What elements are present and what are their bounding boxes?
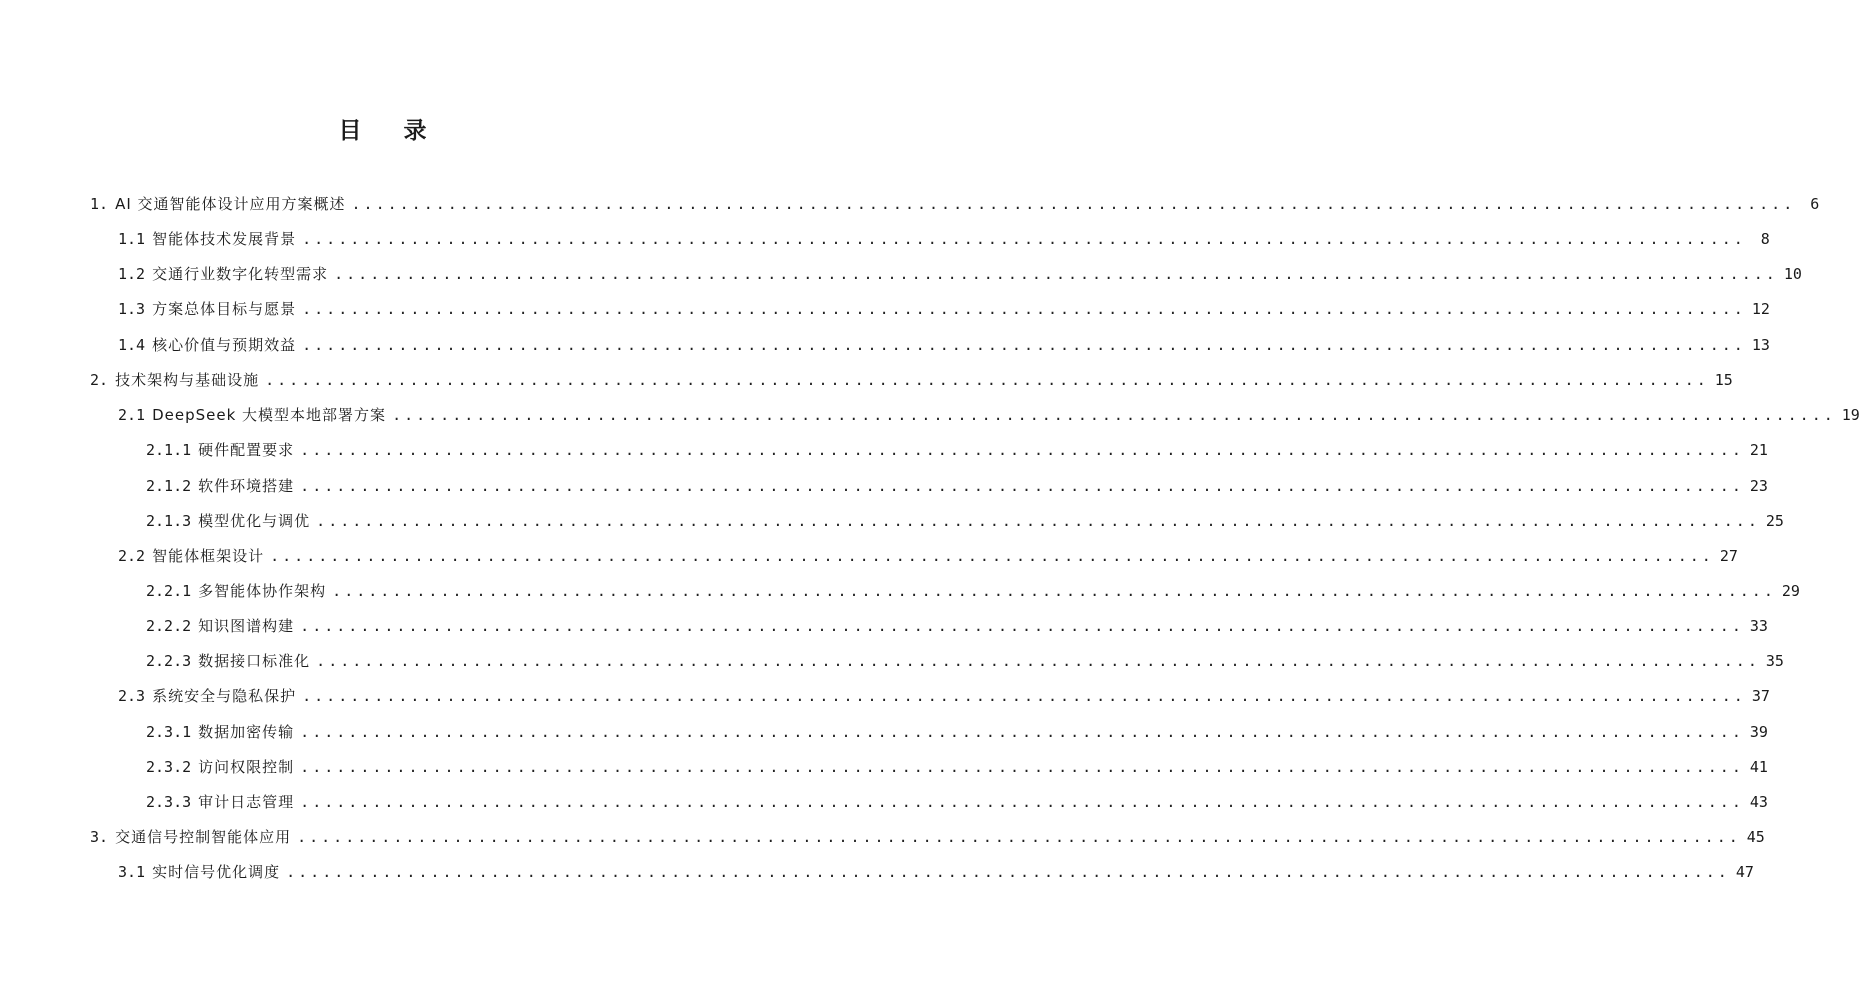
- toc-leader-dots: ........................................................................................................................: [300, 477, 1744, 495]
- toc-entry-page: 15: [1714, 371, 1733, 389]
- toc-entry-number: 3.: [90, 828, 109, 846]
- toc-entry-title: 审计日志管理: [198, 793, 295, 811]
- toc-entry-title: 技术架构与基础设施: [115, 371, 260, 389]
- toc-entry-page: 37: [1751, 687, 1770, 705]
- toc-entry-number: 2.1.3: [146, 512, 192, 530]
- toc-entry[interactable]: [146, 580, 1800, 602]
- toc-entry-page: 33: [1749, 617, 1768, 635]
- toc-entry[interactable]: [118, 861, 1754, 883]
- toc-leader-dots: ........................................................................................................................: [297, 828, 1741, 846]
- toc-entry-title: 软件环境搭建: [198, 477, 295, 495]
- toc-leader-dots: ........................................................................................................................: [300, 441, 1744, 459]
- toc-entry-number: 2.3.1: [146, 723, 192, 741]
- toc-leader-dots: ........................................................................................................................: [300, 758, 1744, 776]
- toc-entry[interactable]: [146, 615, 1768, 637]
- toc-entry-title: 核心价值与预期效益: [152, 336, 297, 354]
- toc-entry[interactable]: [146, 510, 1784, 532]
- toc-leader-dots: ........................................................................................................................: [270, 547, 1714, 565]
- toc-leader-dots: ........................................................................................................................: [392, 406, 1836, 424]
- page-title: [0, 112, 765, 145]
- toc-entry-number: 1.3: [118, 300, 146, 318]
- toc-leader-dots: ........................................................................................................................: [316, 652, 1760, 670]
- toc-leader-dots: ........................................................................................................................: [302, 230, 1746, 248]
- toc-entry[interactable]: [118, 228, 1770, 250]
- toc-entry-page: 12: [1751, 300, 1770, 318]
- toc-leader-dots: ........................................................................................................................: [265, 371, 1709, 389]
- toc-leader-dots: ........................................................................................................................: [286, 863, 1730, 881]
- toc-entry-title: 多智能体协作架构: [198, 582, 327, 600]
- toc-entry-page: 27: [1719, 547, 1738, 565]
- toc-entry-number: 2.2.1: [146, 582, 192, 600]
- toc-entry[interactable]: [118, 685, 1770, 707]
- toc-entry[interactable]: [146, 475, 1768, 497]
- toc-leader-dots: ........................................................................................................................: [300, 793, 1744, 811]
- toc-entry-page: 10: [1783, 265, 1802, 283]
- toc-entry-number: 2.3.2: [146, 758, 192, 776]
- toc-entry-title: AI 交通智能体设计应用方案概述: [115, 195, 346, 213]
- toc-leader-dots: ........................................................................................................................: [302, 300, 1746, 318]
- toc-entry[interactable]: [118, 298, 1770, 320]
- toc-entry-page: 25: [1765, 512, 1784, 530]
- toc-entry-page: 21: [1749, 441, 1768, 459]
- toc-entry[interactable]: [90, 369, 1733, 391]
- toc-entry-number: 1.4: [118, 336, 146, 354]
- toc-leader-dots: ........................................................................................................................: [300, 617, 1744, 635]
- toc-entry[interactable]: [118, 545, 1738, 567]
- toc-entry-title: 访问权限控制: [198, 758, 295, 776]
- toc-entry[interactable]: [118, 404, 1860, 426]
- toc-entry[interactable]: [90, 826, 1765, 848]
- toc-entry-page: 41: [1749, 758, 1768, 776]
- toc-entry-page: 29: [1781, 582, 1800, 600]
- toc-entry[interactable]: [146, 791, 1768, 813]
- toc-leader-dots: ........................................................................................................................: [316, 512, 1760, 530]
- toc-entry-title: 硬件配置要求: [198, 441, 295, 459]
- toc-entry-title: 模型优化与调优: [198, 512, 311, 530]
- toc-entry-number: 2.2.3: [146, 652, 192, 670]
- toc-entry-title: 数据加密传输: [198, 723, 295, 741]
- toc-entry-page: 6: [1810, 195, 1820, 213]
- toc-entry-title: 实时信号优化调度: [152, 863, 281, 881]
- toc-entry-page: 47: [1735, 863, 1754, 881]
- toc-leader-dots: ........................................................................................................................: [302, 687, 1746, 705]
- toc-entry-number: 1.: [90, 195, 109, 213]
- toc-entry-page: 8: [1760, 230, 1770, 248]
- toc-leader-dots: ........................................................................................................................: [332, 582, 1776, 600]
- toc-entry[interactable]: [118, 334, 1770, 356]
- toc-entry-number: 1.2: [118, 265, 146, 283]
- toc-leader-dots: ........................................................................................................................: [302, 336, 1746, 354]
- toc-entry[interactable]: [146, 650, 1784, 672]
- toc-entry-number: 2.3.3: [146, 793, 192, 811]
- toc-entry-number: 1.1: [118, 230, 146, 248]
- toc-entry-title: 交通行业数字化转型需求: [152, 265, 329, 283]
- toc-entry[interactable]: [146, 756, 1768, 778]
- toc-entry-number: 2.: [90, 371, 109, 389]
- toc-entry[interactable]: [146, 721, 1768, 743]
- toc-entry-title: 智能体技术发展背景: [152, 230, 297, 248]
- toc-entry[interactable]: [90, 193, 1820, 215]
- toc-entry-page: 13: [1751, 336, 1770, 354]
- toc-entry-title: 方案总体目标与愿景: [152, 300, 297, 318]
- toc-entry-title: 系统安全与隐私保护: [152, 687, 297, 705]
- toc-entry-title: 知识图谱构建: [198, 617, 295, 635]
- toc-entry-page: 43: [1749, 793, 1768, 811]
- toc-entry-title: DeepSeek 大模型本地部署方案: [152, 406, 387, 424]
- toc-entry-number: 2.2.2: [146, 617, 192, 635]
- toc-leader-dots: ........................................................................................................................: [334, 265, 1778, 283]
- toc-entry-title: 数据接口标准化: [198, 652, 311, 670]
- toc-entry-number: 2.1: [118, 406, 146, 424]
- title-char-2: 录: [403, 118, 427, 144]
- toc-entry-number: 3.1: [118, 863, 146, 881]
- toc-entry-page: 23: [1749, 477, 1768, 495]
- toc-entry-number: 2.1.2: [146, 477, 192, 495]
- toc-entry[interactable]: [118, 263, 1802, 285]
- toc-entry[interactable]: [146, 439, 1768, 461]
- toc-leader-dots: ........................................................................................................................: [351, 195, 1796, 213]
- toc-entry-title: 智能体框架设计: [152, 547, 265, 565]
- toc-entry-page: 35: [1765, 652, 1784, 670]
- title-char-1: 目: [338, 118, 362, 144]
- toc-entry-page: 19: [1841, 406, 1860, 424]
- toc-entry-page: 39: [1749, 723, 1768, 741]
- toc-leader-dots: ........................................................................................................................: [300, 723, 1744, 741]
- toc-entry-number: 2.2: [118, 547, 146, 565]
- toc-entry-title: 交通信号控制智能体应用: [115, 828, 292, 846]
- toc-entry-number: 2.3: [118, 687, 146, 705]
- toc-entry-page: 45: [1746, 828, 1765, 846]
- toc-entry-number: 2.1.1: [146, 441, 192, 459]
